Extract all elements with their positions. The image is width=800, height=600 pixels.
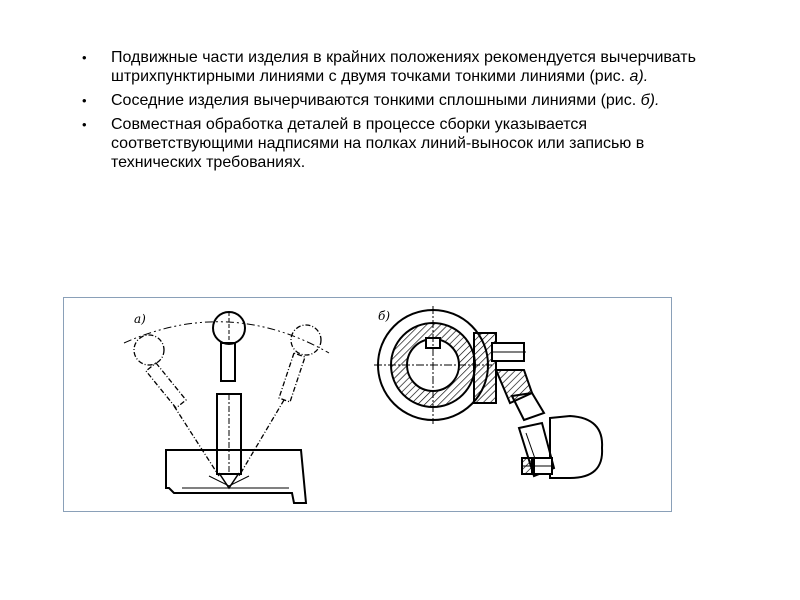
- figure-ref-b: б).: [640, 92, 660, 109]
- drawing-canvas: [64, 298, 671, 511]
- bullet-marker: •: [82, 93, 87, 108]
- bullet-marker: •: [82, 117, 87, 132]
- bullet-item-2: [78, 91, 718, 110]
- bullet-item-3: [78, 115, 718, 172]
- bullet-text-2: Соседние изделия вычерчиваются тонкими сплошными линиями (рис.: [111, 92, 641, 109]
- bullet-text-3: Совместная обработка деталей в процессе сборки указывается соответствующими надписями на полках линий-выносок или записью в технических требованиях.: [111, 116, 645, 171]
- label-b: б): [378, 309, 391, 323]
- technical-drawing-figure: [63, 297, 672, 512]
- bullet-list: [78, 48, 718, 177]
- bullet-text-1: Подвижные части изделия в крайних положениях рекомендуется вычерчивать штрихпунктирными линиями с двумя точками тонкими линиями (рис.: [111, 49, 696, 85]
- drawing-a: [124, 312, 329, 503]
- drawing-b: [374, 306, 602, 478]
- label-a: а): [134, 312, 146, 326]
- bullet-marker: •: [82, 50, 87, 65]
- figure-ref-a: а).: [629, 68, 649, 85]
- bullet-item-1: [78, 48, 718, 86]
